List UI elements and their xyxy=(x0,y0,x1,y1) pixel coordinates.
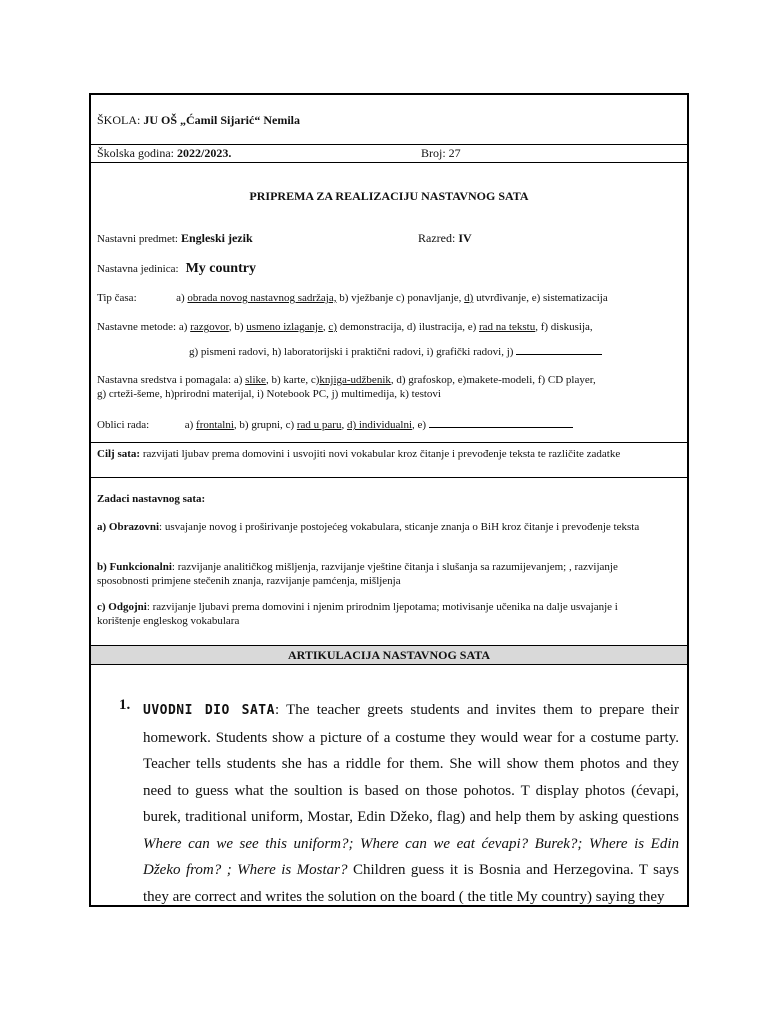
resources-line-1: Nastavna sredstva i pomagala: a) slike, b) karte, c)knjiga-udžbenik, d) grafoskop, e)makete-modeli, f) CD player, xyxy=(97,374,596,386)
goal-label: Cilj sata: xyxy=(97,448,141,460)
grade-field xyxy=(418,231,472,245)
school-row xyxy=(91,95,687,145)
page-title: PRIPREMA ZA REALIZACIJU NASTAVNOG SATA xyxy=(249,189,529,203)
year-field xyxy=(97,146,231,160)
subject-field xyxy=(97,231,253,246)
intro-text-2: Children guess it is Bosnia and Herzegovina. T says they are correct and writes the solution on the board ( the title My country) saying they xyxy=(143,862,679,905)
school-field xyxy=(97,113,300,127)
methods-line-1: Nastavne metode: a) razgovor, b) usmeno izlaganje, c) demonstracija, d) ilustracija, e) rad na tekstu, f) diskusija, xyxy=(97,321,593,333)
intro-paragraph xyxy=(143,697,679,907)
articulation-title: ARTIKULACIJA NASTAVNOG SATA xyxy=(287,648,491,662)
methods-blank xyxy=(516,344,602,355)
articulation-header xyxy=(91,646,687,665)
intro-text-1: : The teacher greets students and invites them to prepare their homework. Students show a picture of a costume they would wear for a costume party. Teacher tells students she has a riddle for them. She will show them photos and they need to guess what the soultion is based on those pohotos. T display photos (ćevapi, burek, traditional uniform, Mostar, Edin Džeko, flag) and help them by asking questions xyxy=(143,702,680,825)
tasks-heading: Zadaci nastavnog sata: xyxy=(97,493,206,505)
forms-blank xyxy=(429,417,573,428)
intro-questions: Where can we see this uniform?; Where can we eat ćevapi? Burek?; Where is Edin Džeko from? ; Where is Mostar? xyxy=(143,835,679,878)
unit-label: Nastavna jedinica: xyxy=(97,263,179,275)
task-educational: a) Obrazovni: usvajanje novog i proširivanje postojećeg vokabulara, sticanje znanja o BiH kroz čitanje i prevođenje teksta xyxy=(97,521,640,533)
goal-text: razvijati ljubav prema domovini i usvojiti novi vokabular kroz čitanje i prevođenje teksta te različite zadatke xyxy=(142,448,621,460)
intro-section xyxy=(91,665,687,905)
methods-label: Nastavne metode: xyxy=(97,321,177,333)
lesson-plan-form xyxy=(89,93,689,907)
unit-field xyxy=(97,261,256,276)
goal-field xyxy=(97,447,675,461)
task-functional: b) Funkcionalni: razvijanje analitičkog mišljenja, razvijanje vještine čitanja i slušanja sa razumijevanjem; , razvijanje sposobnosti primjene stečenih znanja, razvijanje pamćenja, mišljenja xyxy=(97,561,618,587)
unit-value: My country xyxy=(185,261,256,276)
info-block xyxy=(91,163,687,443)
subject-label: Nastavni predmet: xyxy=(97,233,178,245)
number-label: Broj: xyxy=(421,146,446,160)
lesson-type-field: Tip časa: a) obrada novog nastavnog sadržaja, b) vježbanje c) ponavljanje, d) utvrđivanje, e) sistematizacija xyxy=(97,292,608,304)
resources-line-2: g) crteži-šeme, h)prirodni materijal, i) Notebook PC, j) multimedija, k) testovi xyxy=(97,388,441,400)
grade-label: Razred: xyxy=(418,231,456,245)
lesson-type-label: Tip časa: xyxy=(97,292,137,304)
resources-label: Nastavna sredstva i pomagala: xyxy=(97,374,232,386)
number-field xyxy=(421,146,461,160)
year-label: Školska godina: xyxy=(97,146,174,160)
school-label: ŠKOLA: xyxy=(97,113,141,127)
methods-line-2: g) pismeni radovi, h) laboratorijski i praktični radovi, i) grafički radovi, j) xyxy=(189,344,602,359)
year-row xyxy=(91,145,687,163)
lesson-type-a: obrada novog nastavnog sadržaja, xyxy=(187,292,337,304)
intro-number: 1. xyxy=(119,697,131,713)
school-value: JU OŠ „Ćamil Sijarić“ Nemila xyxy=(143,113,300,127)
number-value: 27 xyxy=(448,146,461,160)
year-value: 2022/2023. xyxy=(177,146,232,160)
grade-value: IV xyxy=(458,231,472,245)
subject-value: Engleski jezik xyxy=(180,231,253,245)
tasks-block xyxy=(91,478,687,646)
goal-row xyxy=(91,443,687,478)
intro-heading: UVODNI DIO SATA xyxy=(143,703,275,718)
forms-label: Oblici rada: xyxy=(97,419,150,431)
task-moral: c) Odgojni: razvijanje ljubavi prema domovini i njenim prirodnim ljepotama; motivisanje učenika na dalje usvajanje i korištenje engleskog vokabulara xyxy=(97,601,618,627)
forms-field: Oblici rada: a) frontalni, b) grupni, c) rad u paru, d) individualni, e) xyxy=(97,417,573,432)
